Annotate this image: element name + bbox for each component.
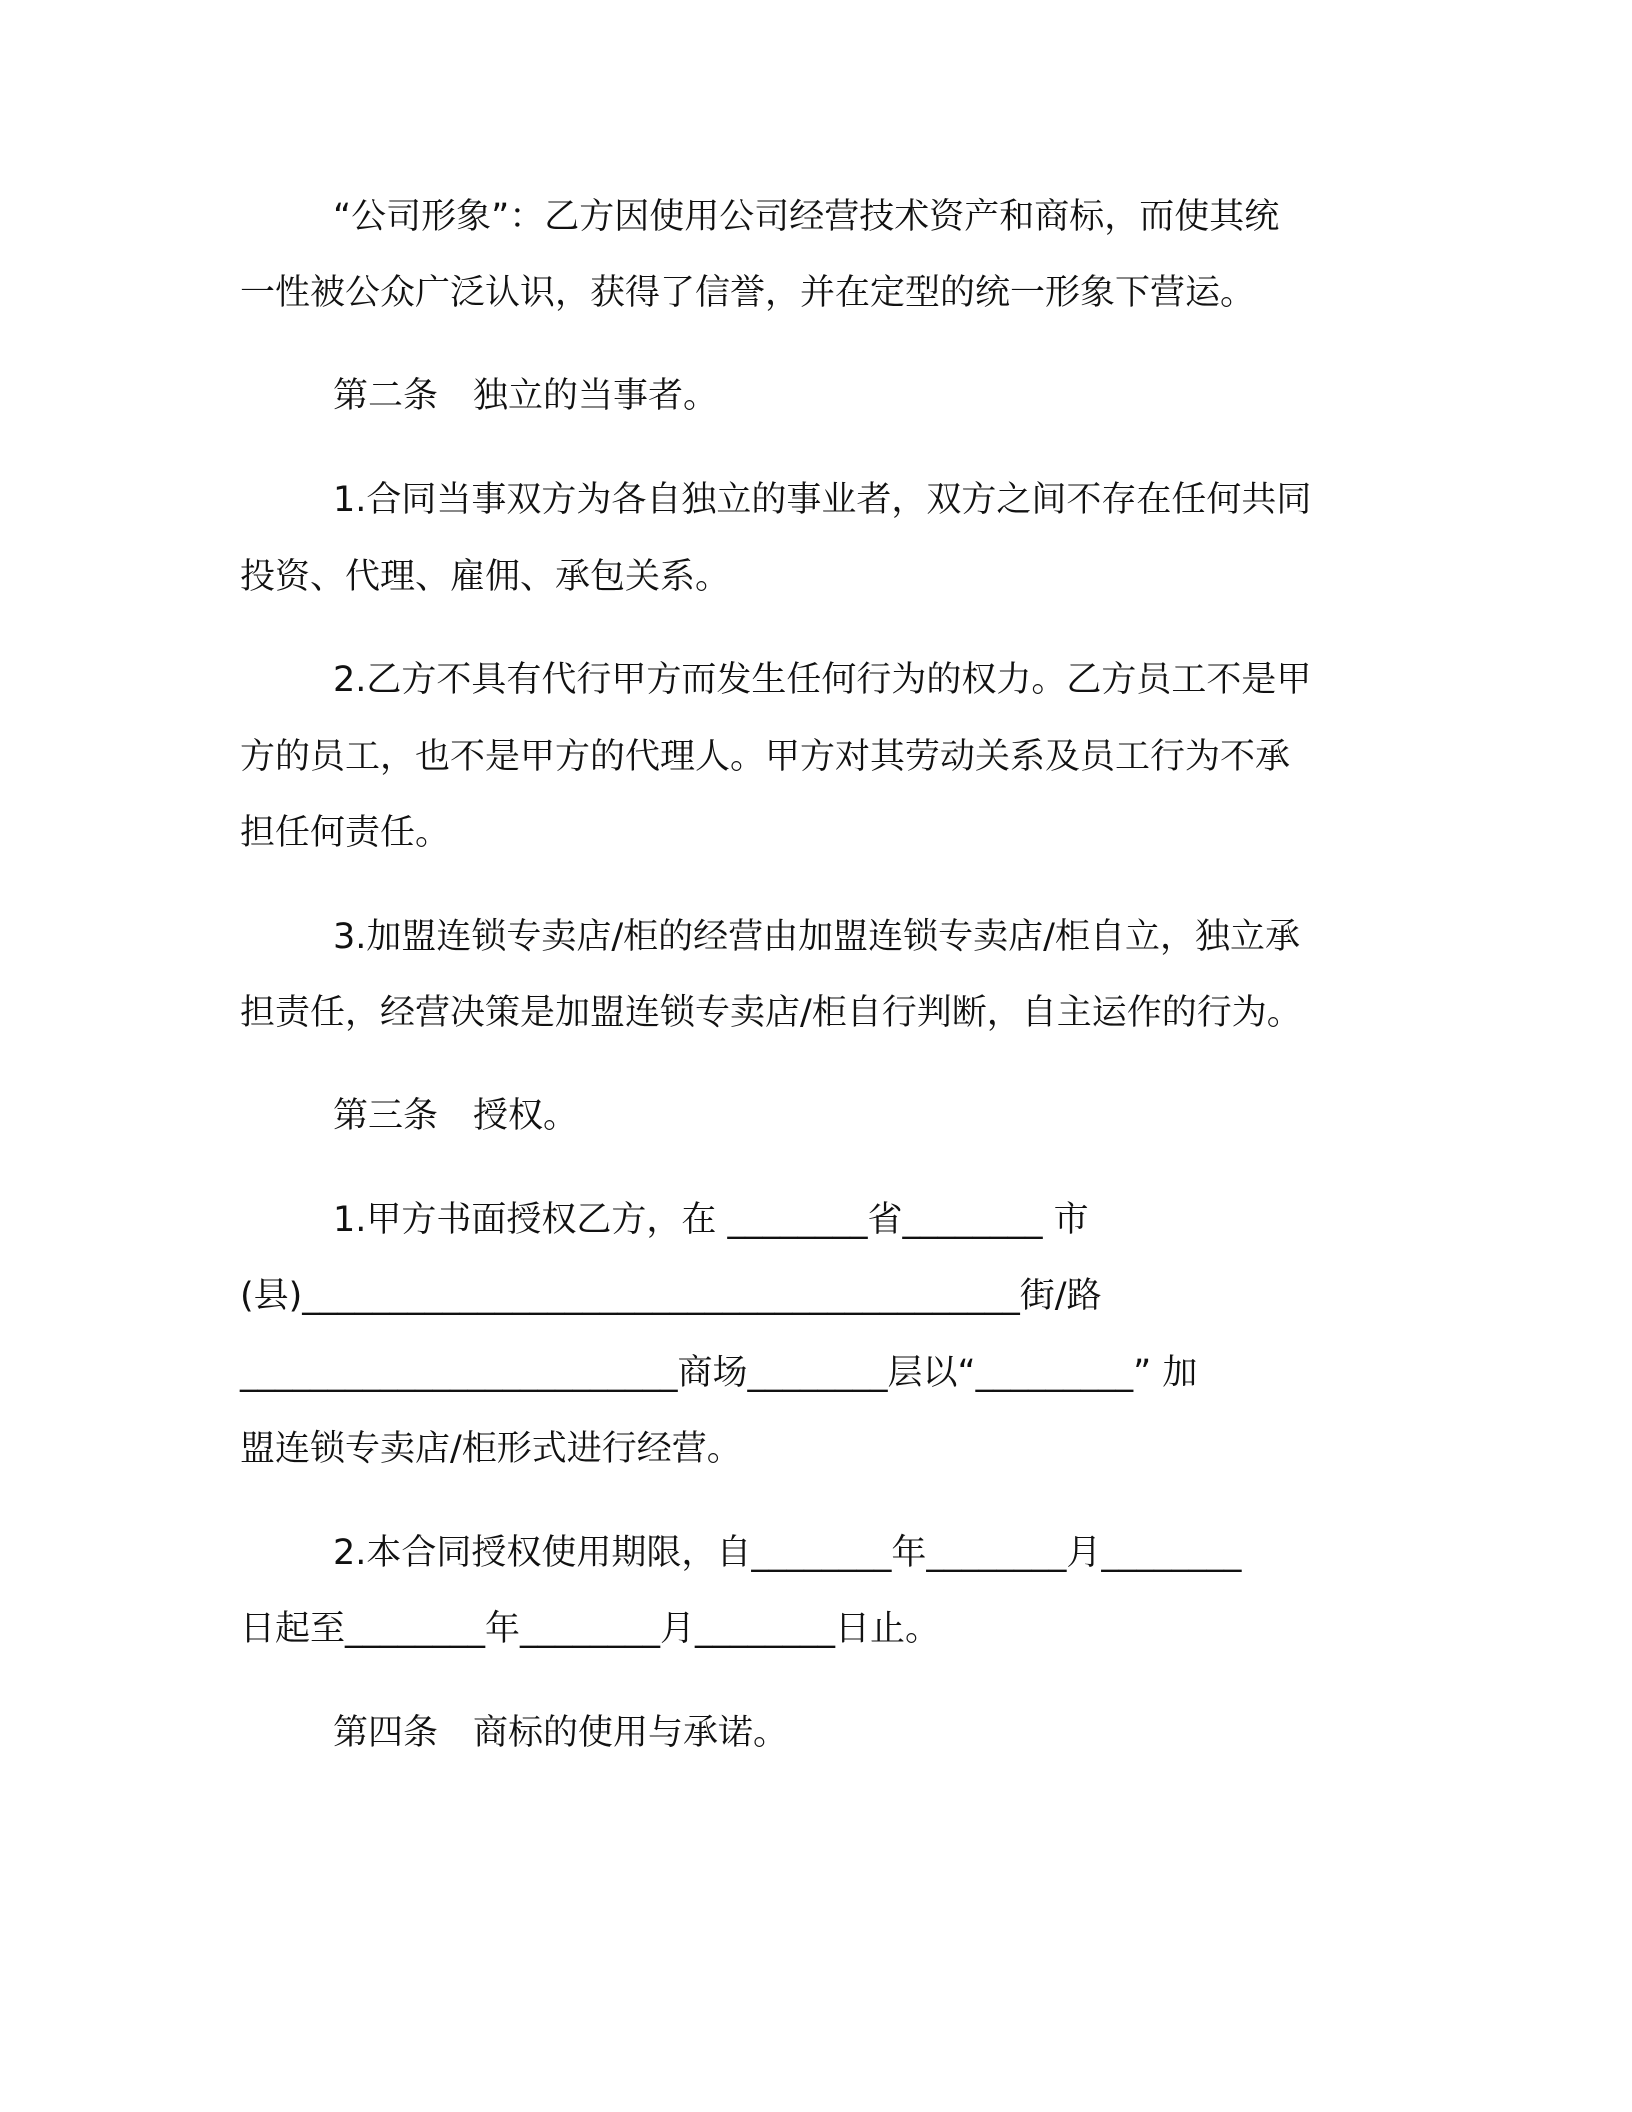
text-line: 2.本合同授权使用期限，自________年________月________ bbox=[333, 1533, 1242, 1573]
text-line: 3.加盟连锁专卖店/柜的经营由加盟连锁专卖店/柜自立，独立承 bbox=[333, 917, 1300, 957]
text-line: 担任何责任。 bbox=[240, 813, 451, 853]
text-line: 担责任，经营决策是加盟连锁专卖店/柜自行判断，自主运作的行为。 bbox=[240, 993, 1302, 1033]
text-line: “公司形象”：乙方因使用公司经营技术资产和商标，而使其统 bbox=[333, 197, 1280, 237]
text-line: (县)_________________________________________街/路 bbox=[240, 1276, 1102, 1316]
text-line: 盟连锁专卖店/柜形式进行经营。 bbox=[240, 1429, 742, 1469]
text-line: 投资、代理、雇佣、承包关系。 bbox=[240, 557, 731, 597]
section-heading: 第四条 商标的使用与承诺。 bbox=[333, 1713, 789, 1753]
text-line: 日起至________年________月________日止。 bbox=[240, 1609, 941, 1649]
text-line: _________________________商场________层以“_________” 加 bbox=[240, 1353, 1198, 1393]
text-line: 一性被公众广泛认识，获得了信誉，并在定型的统一形象下营运。 bbox=[240, 273, 1256, 313]
text-line: 1.合同当事双方为各自独立的事业者，双方之间不存在任何共同 bbox=[333, 480, 1312, 520]
section-heading: 第三条 授权。 bbox=[333, 1096, 579, 1136]
text-line: 1.甲方书面授权乙方，在 ________省________ 市 bbox=[333, 1200, 1089, 1240]
text-line: 2.乙方不具有代行甲方而发生任何行为的权力。乙方员工不是甲 bbox=[333, 660, 1312, 700]
text-line: 方的员工，也不是甲方的代理人。甲方对其劳动关系及员工行为不承 bbox=[240, 737, 1291, 777]
section-heading: 第二条 独立的当事者。 bbox=[333, 376, 719, 416]
